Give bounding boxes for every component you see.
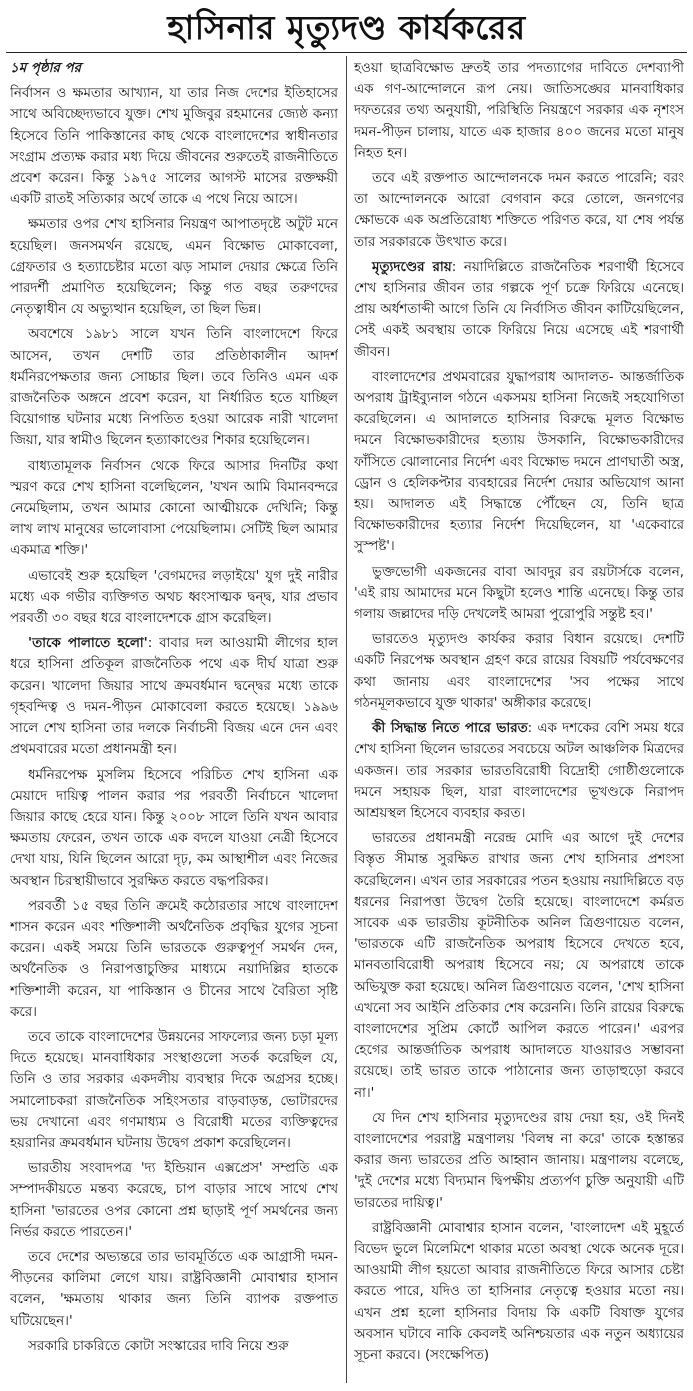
subheading-text: : এক দশকের বেশি সময় ধরে শেখ হাসিনা ছিলেন ভারতের সবচেয়ে অটল আঞ্চলিক মিত্রদের একজন। তার সরকার ভারতবিরোধী বিদ্রোহী গোষ্ঠীগুলোকে দমনে সহায়ক ছিল, যারা বাংলাদেশের ভূখণ্ডকে নিরাপদ আশ্রয়স্থল হিসেবে ব্যবহার করত। <box>354 721 684 821</box>
paragraph: ভারতেও মৃত্যুদণ্ড কার্যকর করার বিধান রয়েছে। দেশটি একটি নিরপেক্ষ অবস্থান গ্রহণ করে রায়ের বিষয়টি পর্যবেক্ষণের কথা জানায় এবং বাংলাদেশের 'সব পক্ষের সাথে গঠনমূলকভাবে যুক্ত থাকার' অঙ্গীকার করেছে। <box>354 632 684 711</box>
paragraph: ভুক্তভোগী একজনের বাবা আবদুর রব রয়টার্সকে বলেন, 'এই রায় আমাদের মনে কিছুটা হলেও শান্তি এনেছে। কিন্তু তার গলায় জল্লাদের দড়ি দেখলেই আমরা পুরোপুরি সন্তুষ্ট হব।' <box>354 564 684 623</box>
paragraph: ধর্মনিরপেক্ষ মুসলিম হিসেবে পরিচিত শেখ হাসিনা এক মেয়াদে দায়িত্ব পালন করার পর পরবর্তী নির্বাচনে খালেদা জিয়ার কাছে হেরে যান। কিন্তু ২০০৮ সালে তিনি যখন আবার ক্ষমতায় ফেরেন, তখন তাকে এক বদলে যাওয়া নেত্রী হিসেবে দেখা যায়, যিনি ছিলেন আরো দৃঢ়, কম আস্থাশীল এবং নিজের অবস্থান চিরস্থায়ীভাবে সুরক্ষিত করতে বদ্ধপরিকর। <box>10 767 338 889</box>
paragraph: ভারতীয় সংবাদপত্র 'দ্য ইন্ডিয়ান এক্সপ্রেস' সম্প্রতি এক সম্পাদকীয়তে মন্তব্য করেছে, চাপ বাড়ার সাথে সাথে শেখ হাসিনা 'ভারতের ওপর কোনো প্রশ্ন ছাড়াই পূর্ণ সমর্থনের জন্য নির্ভর করতে পারতেন।' <box>10 1161 338 1240</box>
subheading-text: : নয়াদিল্লিতে রাজনৈতিক শরণার্থী হিসেবে শেখ হাসিনার জীবন তার গল্পকে পূর্ণ চক্রে ফিরিয়ে এনেছে। প্রায় অর্ধশতাব্দী আগে তিনি যে নির্বাসিত জীবন কাটিয়েছিলেন, সেই একই অবস্থায় তাকে ফিরিয়ে নিয়ে এসেছে এই শরণার্থী জীবন। <box>354 259 684 360</box>
article-column-2 <box>354 58 684 1383</box>
paragraph: ভারতের প্রধানমন্ত্রী নরেন্দ্র মোদি এর আগে দুই দেশের বিস্তৃত সীমান্ত সুরক্ষিত রাখার জন্য শেখ হাসিনার প্রশংসা করেছিলেন। এখন তার সরকারের পতন হওয়ায় নয়াদিল্লিতে বড় ধরনের নিরাপত্তা উদ্বেগ তৈরি হয়েছে। বাংলাদেশে কর্মরত সাবেক এক ভারতীয় কূটনীতিক অনিল ত্রিগুণায়েত বলেন, 'ভারতকে এটি রাজনৈতিক অপরাধ হিসেবে দেখতে হবে, মানবতাবিরোধী অপরাধ হিসেবে নয়; যে অপরাধে তাকে অভিযুক্ত করা হয়েছে। অনিল ত্রিগুণায়েত বলেন, 'শেখ হাসিনা এখনো সব আইনি প্রতিকার শেষ করেননি। তিনি রায়ের বিরুদ্ধে বাংলাদেশের সুপ্রিম কোর্টে আপিল করতে পারেন।' এরপর হেগের আন্তর্জাতিক অপরাধ আদালতে যাওয়ারও সম্ভাবনা রয়েছে। তাই ভারত তাকে পাঠানোর জন্য তাড়াহুড়ো করবে না।' <box>354 831 684 1101</box>
paragraph: অবশেষে ১৯৮১ সালে যখন তিনি বাংলাদেশে ফিরে আসেন, তখন দেশটি তার প্রতিষ্ঠাকালীন আদর্শ ধর্মনিরপেক্ষতার জন্য সোচ্চার ছিল। তবে তিনিও এমন এক রাজনৈতিক অঙ্গনে প্রবেশ করেন, যা নির্ধারিত হতে যাচ্ছিল বিয়োগান্ত ঘটনার মধ্যে নিপতিত হওয়া আরেক নারী খালেদা জিয়া, যার স্বামীও ছিলেন হত্যাকাণ্ডের শিকার হয়েছিলেন। <box>10 327 338 449</box>
paragraph: ক্ষমতার ওপর শেখ হাসিনার নিয়ন্ত্রণ আপাতদৃষ্টে অটুট মনে হয়েছিল। জনসমর্থন রয়েছে, এমন বিক্ষোভ মোকাবেলা, গ্রেফতার ও হত্যাচেষ্টার মতো ঝড় সামাল দেয়ার ক্ষেত্রে তিনি পারদর্শী প্রমাণিত হয়েছিলেন; কিন্তু গত বছর তরুণদের নেতৃত্বাধীন যে অভ্যুত্থান হয়েছিল, তা ছিল ভিন্ন। <box>10 217 338 318</box>
headline: হাসিনার মৃত্যুদণ্ড কার্যকরের <box>167 8 526 47</box>
paragraph: পরবর্তী ১৫ বছর তিনি ক্রমেই কঠোরতার সাথে বাংলাদেশ শাসন করেন এবং শক্তিশালী অর্থনৈতিক প্রবৃদ্ধির যুগের সূচনা করেন। একই সময়ে তিনি ভারতকে গুরুত্বপূর্ণ সমর্থন দেন, অর্থনৈতিক ও নিরাপত্তাচুক্তির মাধ্যমে নয়াদিল্লির হাতকে শক্তিশালী করেন, যা পাকিস্তান ও চীনের সাথে বৈরিতা সৃষ্টি করে। <box>10 898 338 1020</box>
paragraph: সরকারি চাকরিতে কোটা সংস্কারের দাবি নিয়ে শুরু <box>28 1338 289 1354</box>
column-divider <box>346 56 347 1383</box>
subheading: মৃত্যুদণ্ডের রায় <box>372 259 452 275</box>
paragraph: যে দিন শেখ হাসিনার মৃত্যুদণ্ডের রায় দেয়া হয়, ওই দিনই বাংলাদেশের পররাষ্ট্র মন্ত্রণালয় 'বিলম্ব না করে' তাকে হস্তান্তর করার জন্য ভারতের প্রতি আহ্বান জানায়। মন্ত্রণালয় বলেছে, 'দুই দেশের মধ্যে বিদ্যমান দ্বিপক্ষীয় প্রত্যর্পণ চুক্তি অনুযায়ী এটি ভারতের দায়িত্ব।' <box>354 1110 684 1211</box>
subheading-text: : বাবার দল আওয়ামী লীগের হাল ধরে হাসিনা প্রতিকূল রাজনৈতিক পথে এক দীর্ঘ যাত্রা শুরু করেন। খালেদা জিয়ার সাথে ক্রমবর্ধমান দ্বন্দ্বের মধ্যে তাকে গৃহবন্দিত্ব ও দমন-পীড়ন মোকাবেলা করতে হয়েছে। ১৯৯৬ সালে শেখ হাসিনা তার দলকে নির্বাচনী বিজয় এনে দেন এবং প্রথমবারের মতো প্রধানমন্ত্রী হন। <box>10 636 338 758</box>
subheading: 'তাকে পালাতে হলো' <box>28 636 148 652</box>
subheading-paragraph <box>354 718 684 824</box>
paragraph: এভাবেই শুরু হয়েছিল 'বেগমদের লড়াইয়ে' যুগ দুই নারীর মধ্যে এক গভীর ব্যক্তিগত অথচ ধ্বংসাত্মক দ্বন্দ্ব, যার প্রভাব পরবর্তী ৩০ বছর ধরে বাংলাদেশকে গ্রাস করেছিল। <box>10 568 338 627</box>
paragraph: রাষ্ট্রবিজ্ঞানী মোবাশ্বার হাসান বলেন, 'বাংলাদেশ এই মুহূর্তে বিভেদ ভুলে মিলেমিশে থাকার মতো অবস্থা থেকে অনেক দূরে। আওয়ামী লীগ হয়তো আবার রাজনীতিতে ফিরে আসার চেষ্টা করতে পারে, যদিও তা হাসিনার নেতৃত্বে হওয়ার মতো নয়। এখন প্রশ্ন হলো হাসিনার বিদায় কি একটি বিষাক্ত যুগের অবসান ঘটাবে নাকি কেবলই অনিশ্চয়তার এক নতুন অধ্যায়ের সূচনা করবে। (সংক্ষেপিত) <box>354 1220 684 1363</box>
paragraph: বাংলাদেশের প্রথমবারের যুদ্ধাপরাধ আদালত- আন্তর্জাতিক অপরাধ ট্রাইব্যুনাল গঠনে একসময় হাসিনা নিজেই সহযোগিতা করেছিলেন। এ আদালতে হাসিনার বিরুদ্ধে মূলত বিক্ষোভ দমনে বিক্ষোভকারীদের হত্যায় উসকানি, বিক্ষোভকারীদের ফাঁসিতে ঝোলানোর নির্দেশ এবং বিক্ষোভ দমনে প্রাণঘাতী অস্ত্র, ড্রোন ও হেলিকপ্টার ব্যবহারের নির্দেশ দেয়ার অভিযোগ আনা হয়। আদালত এই সিদ্ধান্তে পৌঁছেন যে, তিনি ছাত্র বিক্ষোভকারীদের হত্যার নির্দেশ দিয়েছিলেন, যা 'একেবারে সুস্পষ্ট'। <box>354 369 684 555</box>
article-column-1 <box>10 58 338 1383</box>
paragraph: তবে তাকে বাংলাদেশের উন্নয়নের সাফল্যের জন্য চড়া মূল্য দিতে হয়েছে। মানবাধিকার সংস্থাগুলো সতর্ক করেছিল যে, তিনি ও তার সরকার একদলীয় ব্যবস্থার দিকে অগ্রসর হচ্ছে। সমালোচকরা রাজনৈতিক সহিংসতার বাড়বাড়ন্ত, ভোটারদের ভয় দেখানো এবং গণমাধ্যম ও বিরোধী মতের ব্যক্তিত্বদের হয়রানির ক্রমবর্ধমান ঘটনায় উদ্বেগ প্রকাশ করেছিলেন। <box>10 1029 338 1151</box>
paragraph: তবে দেশের অভ্যন্তরে তার ভাবমূর্তিতে এক আগ্রাসী দমন-পীড়নের কালিমা লেগে যায়। রাষ্ট্রবিজ্ঞানী মোবাশ্বার হাসান বলেন, 'ক্ষমতায় থাকার জন্য তিনি ব্যাপক রক্তপাত ঘটিয়েছেন।' <box>10 1249 338 1329</box>
subheading-paragraph <box>354 257 684 363</box>
paragraph: হওয়া ছাত্রবিক্ষোভ দ্রুতই তার পদত্যাগের দাবিতে দেশব্যাপী এক গণ-আন্দোলনে রূপ নেয়। জাতিসঙ্ঘের মানবাধিকার দফতরের তথ্য অনুযায়ী, পরিস্থিতি নিয়ন্ত্রণে সরকার এক নৃশংস দমন-পীড়ন চালায়, যাতে এক হাজার ৪০০ জনের মতো মানুষ নিহত হন। <box>354 61 684 161</box>
paragraph: তবে এই রক্তপাত আন্দোলনকে দমন করতে পারেনি; বরং তা আন্দোলনকে আরো বেগবান করে তোলে, জনগণের ক্ষোভকে এক অপ্রতিরোধ্য শক্তিতে পরিণত করে, যা শেষ পর্যন্ত তার সরকারকে উৎখাত করে। <box>354 171 684 250</box>
subheading-paragraph <box>10 633 338 760</box>
paragraph: নির্বাসন ও ক্ষমতার আখ্যান, যা তার নিজ দেশের ইতিহাসের সাথে অবিচ্ছেদ্যভাবে যুক্ত। শেখ মুজিবুর রহমানের জ্যেষ্ঠ কন্যা হিসেবে তিনি পাকিস্তানের কাছ থেকে বাংলাদেশের স্বাধীনতার সংগ্রাম প্রত্যক্ষ করার মধ্য দিয়ে জীবনের শুরুতেই রাজনীতিতে প্রবেশ করেন। কিন্তু ১৯৭৫ সালের আগস্ট মাসের রক্তক্ষয়ী একটি রাতই সত্যিকার অর্থে তাকে এ পথে নিয়ে আসে। <box>10 86 338 208</box>
continued-kicker: ১ম পৃষ্ঠার পর <box>10 61 81 76</box>
subheading: কী সিদ্ধান্ত নিতে পারে ভারত <box>372 721 528 737</box>
paragraph: বাধ্যতামূলক নির্বাসন থেকে ফিরে আসার দিনটির কথা স্মরণ করে শেখ হাসিনা বলেছিলেন, 'যখন আমি বিমানবন্দরে নেমেছিলাম, তখন আমার কোনো আত্মীয়কে দেখিনি; কিন্তু লাখ লাখ মানুষের ভালোবাসা পেয়েছিলাম। সেটিই ছিল আমার একমাত্র শক্তি।' <box>10 458 338 559</box>
headline-rule <box>6 52 687 53</box>
